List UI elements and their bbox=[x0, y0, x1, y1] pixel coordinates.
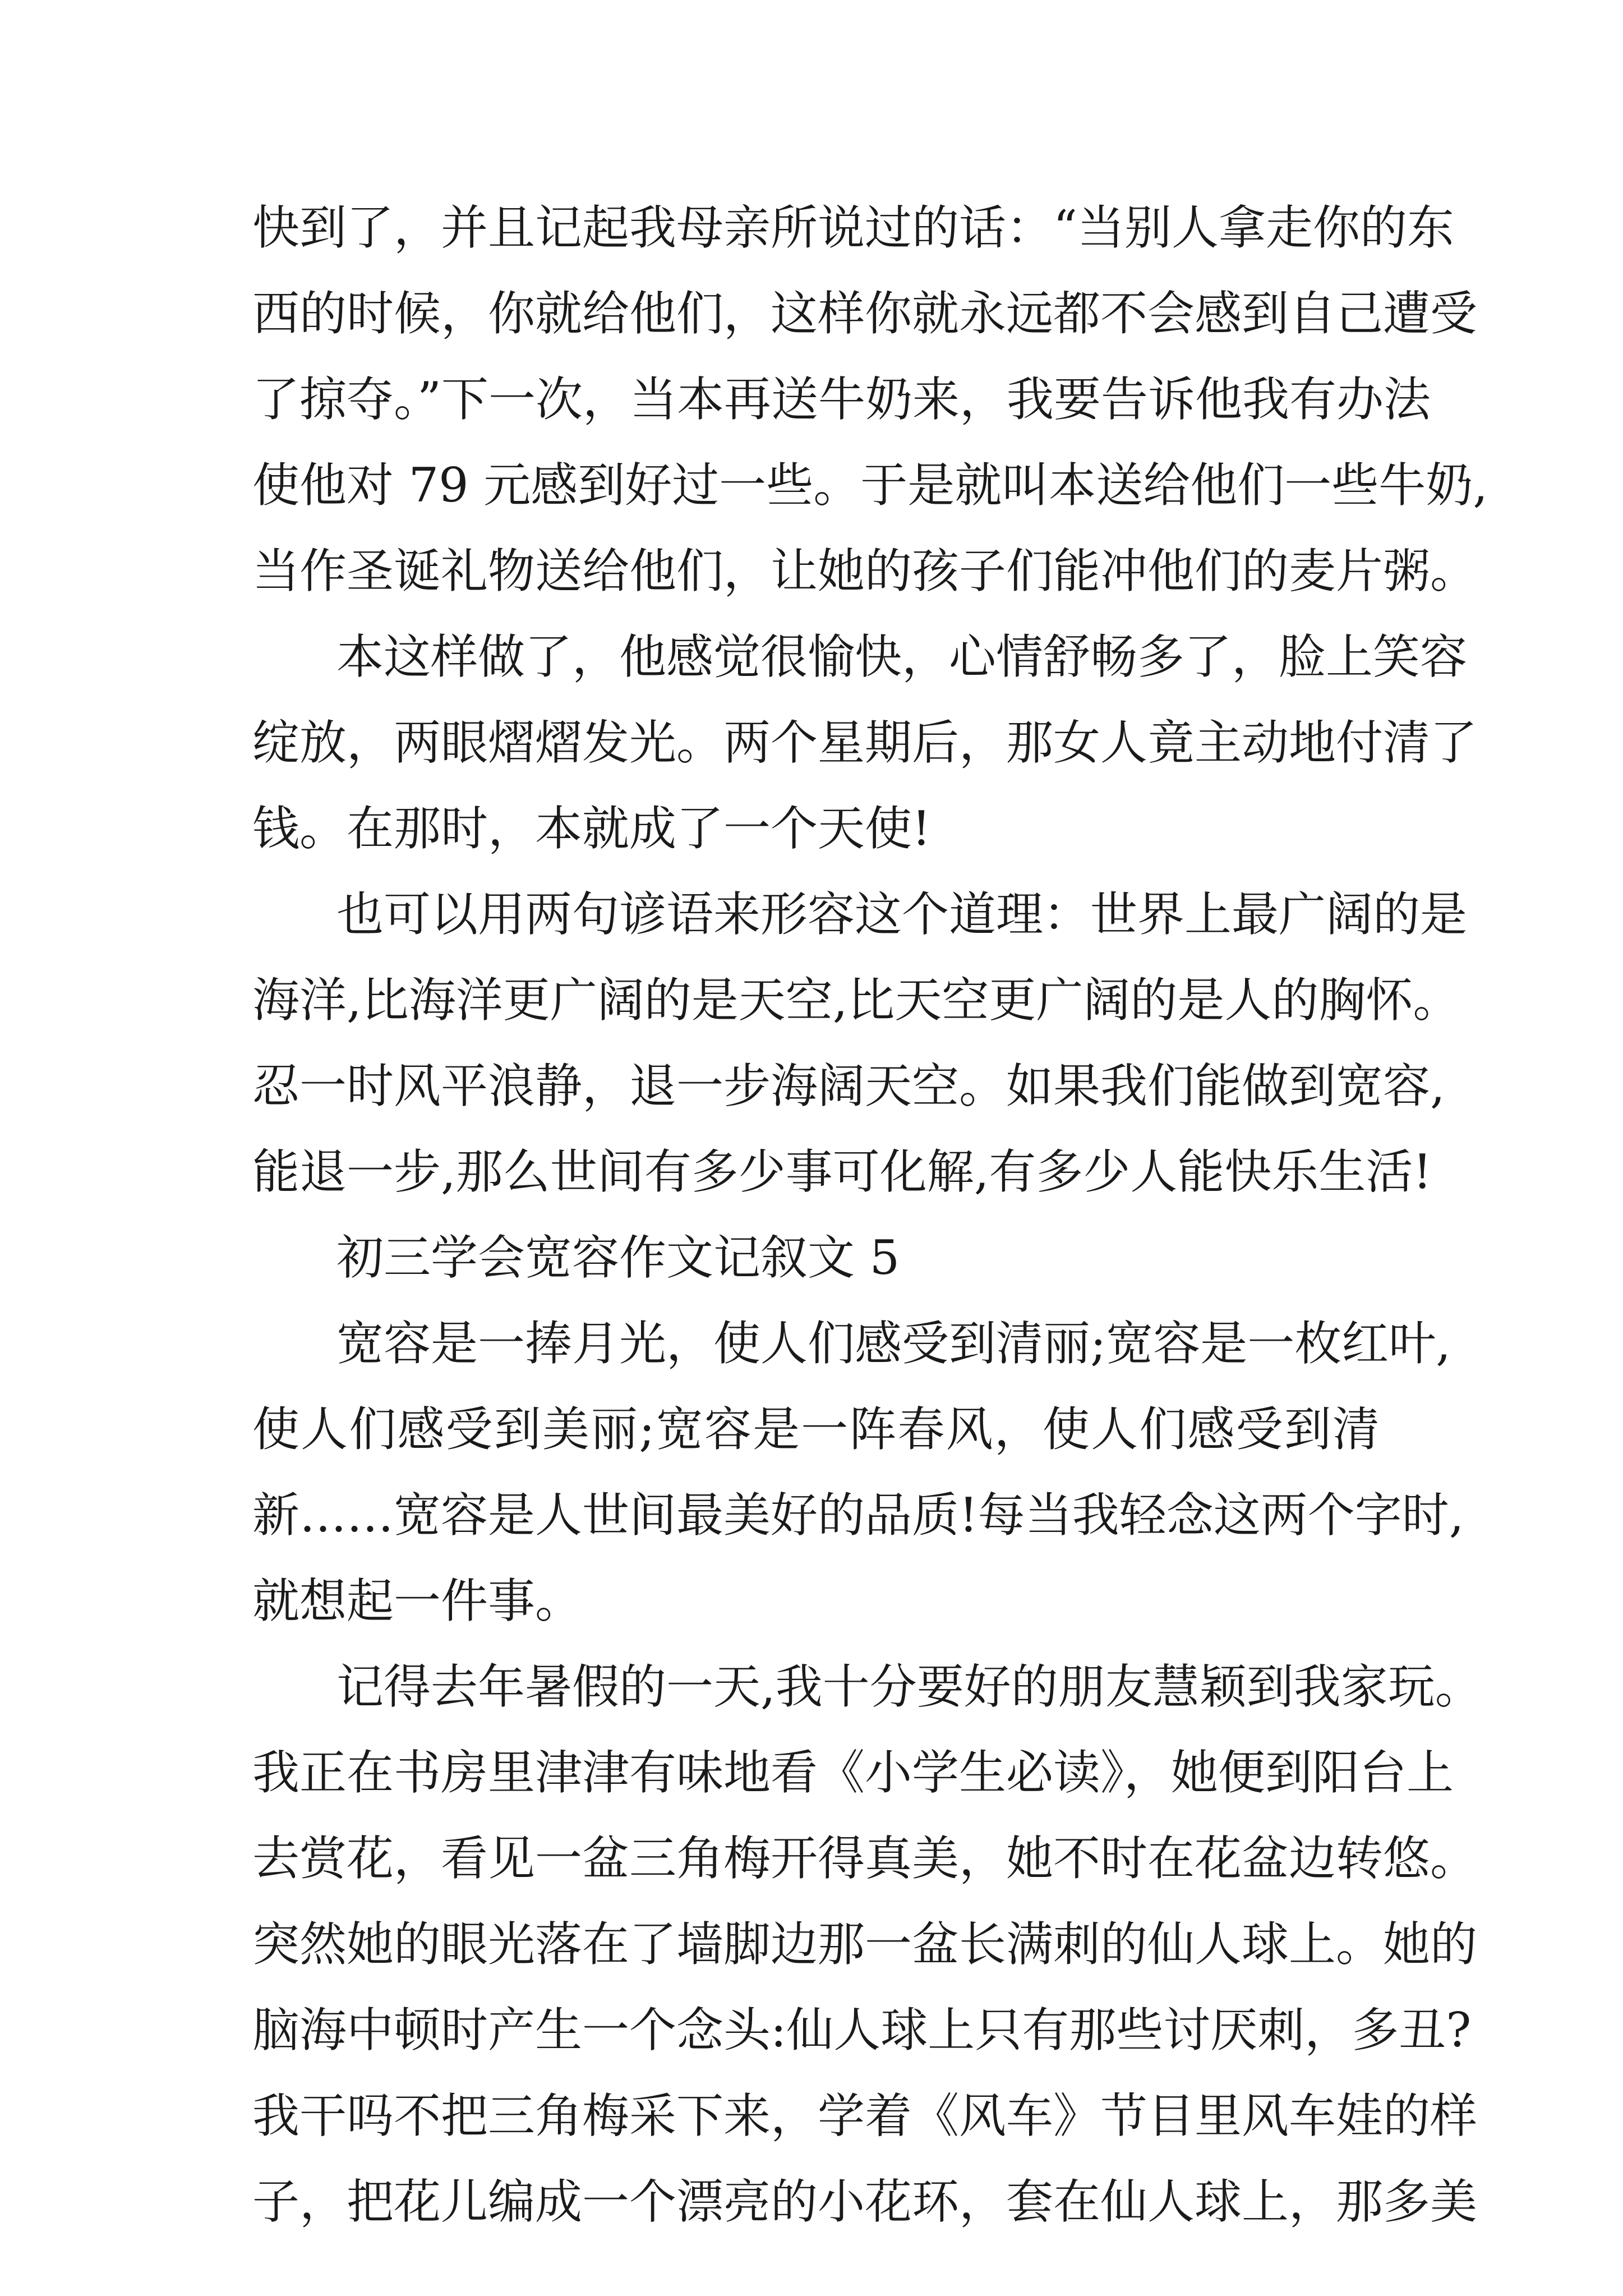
text-line: 新……宽容是人世间最美好的品质!每当我轻念这两个字时, bbox=[252, 1488, 1464, 1543]
text-line: 使人们感受到美丽;宽容是一阵春风，使人们感受到清 bbox=[252, 1402, 1380, 1457]
text-line: 当作圣诞礼物送给他们，让她的孩子们能冲他们的麦片粥。 bbox=[252, 544, 1478, 599]
text-line: 脑海中顿时产生一个念头:仙人球上只有那些讨厌刺，多丑? bbox=[252, 2003, 1472, 2058]
text-line: 海洋,比海洋更广阔的是天空,比天空更广阔的是人的胸怀。 bbox=[252, 973, 1460, 1028]
paragraph-start-line: 记得去年暑假的一天,我十分要好的朋友慧颖到我家玩。 bbox=[336, 1659, 1482, 1714]
paragraph-start-line: 宽容是一捧月光，使人们感受到清丽;宽容是一枚红叶, bbox=[336, 1316, 1451, 1371]
text-line: 使他对 79 元感到好过一些。于是就叫本送给他们一些牛奶, bbox=[252, 458, 1488, 513]
text-line: 钱。在那时，本就成了一个天使! bbox=[252, 801, 931, 856]
text-line: 快到了，并且记起我母亲所说过的话：“当别人拿走你的东 bbox=[252, 200, 1454, 255]
text-line: 忍一时风平浪静，退一步海阔天空。如果我们能做到宽容, bbox=[252, 1059, 1445, 1114]
text-line: 了掠夺。”下一次，当本再送牛奶来，我要告诉他我有办法 bbox=[252, 372, 1431, 427]
text-line: 去赏花，看见一盆三角梅开得真美，她不时在花盆边转悠。 bbox=[252, 1831, 1478, 1886]
paragraph-start-line: 本这样做了，他感觉很愉快，心情舒畅多了，脸上笑容 bbox=[336, 629, 1468, 684]
text-line: 突然她的眼光落在了墙脚边那一盆长满刺的仙人球上。她的 bbox=[252, 1917, 1478, 1972]
paragraph-start-line: 也可以用两句谚语来形容这个道理：世界上最广阔的是 bbox=[336, 887, 1468, 942]
text-line: 子，把花儿编成一个漂亮的小花环，套在仙人球上，那多美 bbox=[252, 2174, 1478, 2229]
text-line: 西的时候，你就给他们，这样你就永远都不会感到自己遭受 bbox=[252, 286, 1478, 341]
text-line: 绽放，两眼熠熠发光。两个星期后，那女人竟主动地付清了 bbox=[252, 715, 1478, 770]
text-line: 我正在书房里津津有味地看《小学生必读》，她便到阳台上 bbox=[252, 1745, 1454, 1800]
section-heading: 初三学会宽容作文记叙文 5 bbox=[336, 1230, 900, 1285]
text-line: 就想起一件事。 bbox=[252, 1573, 583, 1628]
text-line: 我干吗不把三角梅采下来，学着《风车》节目里风车娃的样 bbox=[252, 2088, 1478, 2143]
text-line: 能退一步,那么世间有多少事可化解,有多少人能快乐生活! bbox=[252, 1144, 1432, 1199]
